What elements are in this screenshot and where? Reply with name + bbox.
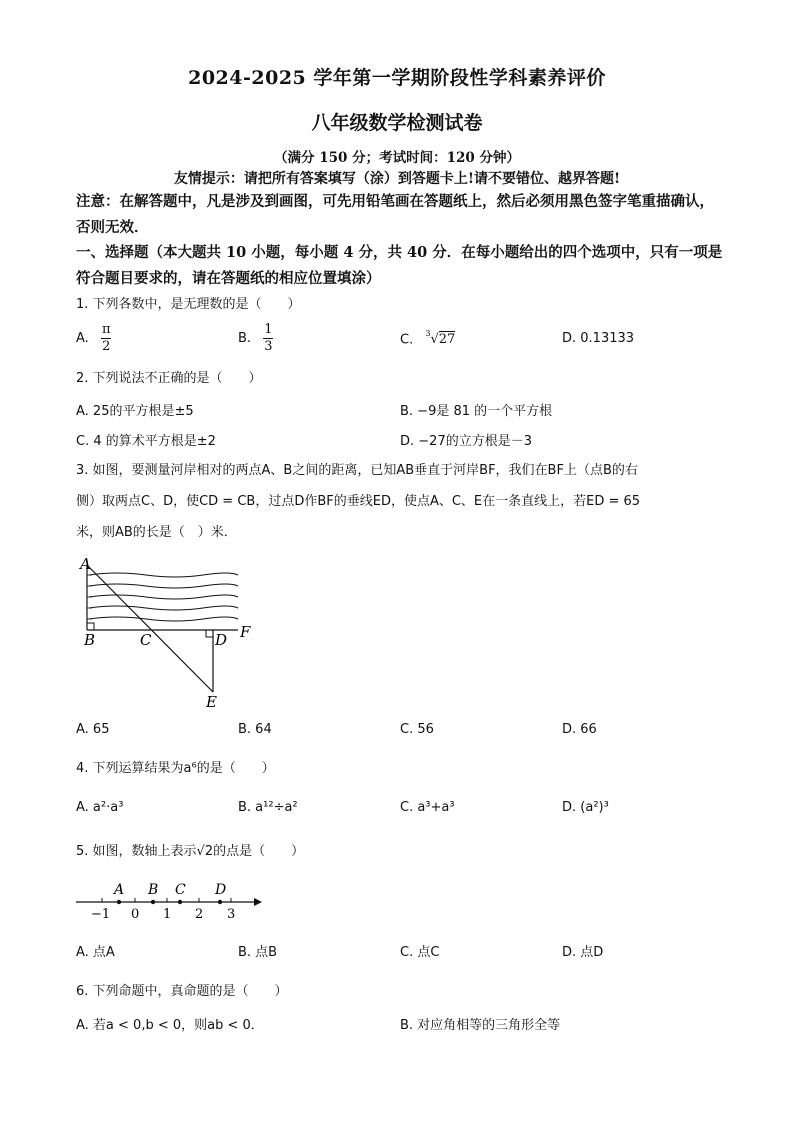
q1-c-radicand: 27 xyxy=(438,332,456,348)
q1-b-label: B. xyxy=(238,331,252,346)
q4-option-b: B. a¹²÷a² xyxy=(238,800,298,815)
label-F: F xyxy=(240,623,251,641)
label-B: B xyxy=(84,631,96,649)
point-A-dot xyxy=(117,900,121,904)
point-D-dot xyxy=(218,900,222,904)
q3-line-3: 米，则AB的长是（ ）米． xyxy=(76,525,237,540)
radical-sign-icon: √ xyxy=(430,332,439,348)
river-wave-1 xyxy=(89,573,238,577)
tick-label-1: 1 xyxy=(163,907,172,922)
point-label-C: C xyxy=(175,882,186,898)
q5-option-d: D. 点D xyxy=(562,945,604,960)
q5-option-c: C. 点C xyxy=(400,945,440,960)
q1-option-b xyxy=(238,322,273,355)
q3-line-1: 3. 如图，要测量河岸相对的两点A、B之间的距离，已知AB垂直于河岸BF，我们在BF上（点B的右 xyxy=(76,463,638,478)
q3-option-c: C. 56 xyxy=(400,722,434,737)
q4-option-a: A. a²·a³ xyxy=(76,800,124,815)
number-line xyxy=(74,876,274,924)
segment-AE xyxy=(87,565,213,692)
point-C-dot xyxy=(178,900,182,904)
q1-c-label: C. xyxy=(400,332,414,348)
tick-label-0: 0 xyxy=(131,907,140,922)
q6-option-a: A. 若a < 0,b < 0，则ab < 0． xyxy=(76,1018,264,1033)
right-angle-D xyxy=(206,630,213,637)
q1-stem: 1. 下列各数中，是无理数的是（ ） xyxy=(76,297,301,312)
point-B-dot xyxy=(151,900,155,904)
tick-label-2: 2 xyxy=(195,907,204,922)
q3-option-b: B. 64 xyxy=(238,722,272,737)
q5-stem: 5. 如图，数轴上表示√2的点是（ ） xyxy=(76,844,305,859)
river-diagram xyxy=(76,555,276,713)
q1-b-denominator: 3 xyxy=(264,339,273,354)
q3-line-2: 侧）取两点C、D，使CD = CB，过点D作BF的垂线ED，使点A、C、E在一条直线上，若ED = 65 xyxy=(76,494,641,509)
q2-option-d: D. −27的立方根是－3 xyxy=(400,434,532,449)
section-heading: 一、选择题（本大题共 10 小题，每小题 4 分，共 40 分．在每小题给出的四个选项中，只有一项是符合题目要求的，请在答题纸的相应位置填涂） xyxy=(76,244,723,287)
label-A: A xyxy=(80,555,91,573)
q1-a-label: A. xyxy=(76,331,89,346)
q1-a-denominator: 2 xyxy=(102,339,111,354)
point-label-A: A xyxy=(114,882,125,898)
q2-option-a: A. 25的平方根是±5 xyxy=(76,404,194,419)
label-D: D xyxy=(215,631,228,649)
q6-option-b: B. 对应角相等的三角形全等 xyxy=(400,1018,561,1033)
q3-option-a: A. 65 xyxy=(76,722,110,737)
q4-option-c: C. a³+a³ xyxy=(400,800,455,815)
right-angle-B xyxy=(87,623,94,630)
tick-label-3: 3 xyxy=(227,907,236,922)
q1-c-root-index: 3 xyxy=(425,329,431,338)
label-C: C xyxy=(140,631,152,649)
q5-option-a: A. 点A xyxy=(76,945,115,960)
q4-option-d: D. (a²)³ xyxy=(562,800,609,815)
q5-option-b: B. 点B xyxy=(238,945,278,960)
river-wave-4 xyxy=(89,606,238,610)
exam-info: （满分 150 分；考试时间：120 分钟） xyxy=(274,150,520,166)
arrow-right-icon xyxy=(254,898,262,906)
point-label-D: D xyxy=(215,882,227,898)
q1-option-d: D. 0.13133 xyxy=(562,331,635,346)
exam-subtitle: 八年级数学检测试卷 xyxy=(311,112,483,134)
river-wave-5 xyxy=(89,617,238,621)
bank-hatching xyxy=(87,575,92,619)
q2-option-c: C. 4 的算术平方根是±2 xyxy=(76,434,216,449)
q1-b-numerator: 1 xyxy=(264,322,273,337)
river-wave-2 xyxy=(89,584,238,588)
q4-stem: 4. 下列运算结果为a⁶的是（ ） xyxy=(76,761,275,776)
point-label-B: B xyxy=(148,882,159,898)
attention-note: 注意：在解答题中，凡是涉及到画图，可先用铅笔画在答题纸上，然后必须用黑色签字笔重描确认，否则无效． xyxy=(76,193,714,236)
q2-stem: 2. 下列说法不正确的是（ ） xyxy=(76,371,262,386)
river-waves xyxy=(89,573,238,621)
label-E: E xyxy=(206,693,217,711)
river-wave-3 xyxy=(89,595,238,599)
q1-option-c xyxy=(400,331,455,347)
exam-title: 2024-2025 学年第一学期阶段性学科素养评价 xyxy=(188,67,606,89)
q6-stem: 6. 下列命题中，真命题的是（ ） xyxy=(76,984,288,999)
q3-option-d: D. 66 xyxy=(562,722,597,737)
q1-a-numerator: π xyxy=(101,322,111,337)
friendly-tip: 友情提示：请把所有答案填写（涂）到答题卡上!请不要错位、越界答题! xyxy=(173,171,621,187)
q2-option-b: B. −9是 81 的一个平方根 xyxy=(400,404,553,419)
q1-option-a xyxy=(76,322,111,355)
tick-label-minus-1: −1 xyxy=(91,907,111,922)
